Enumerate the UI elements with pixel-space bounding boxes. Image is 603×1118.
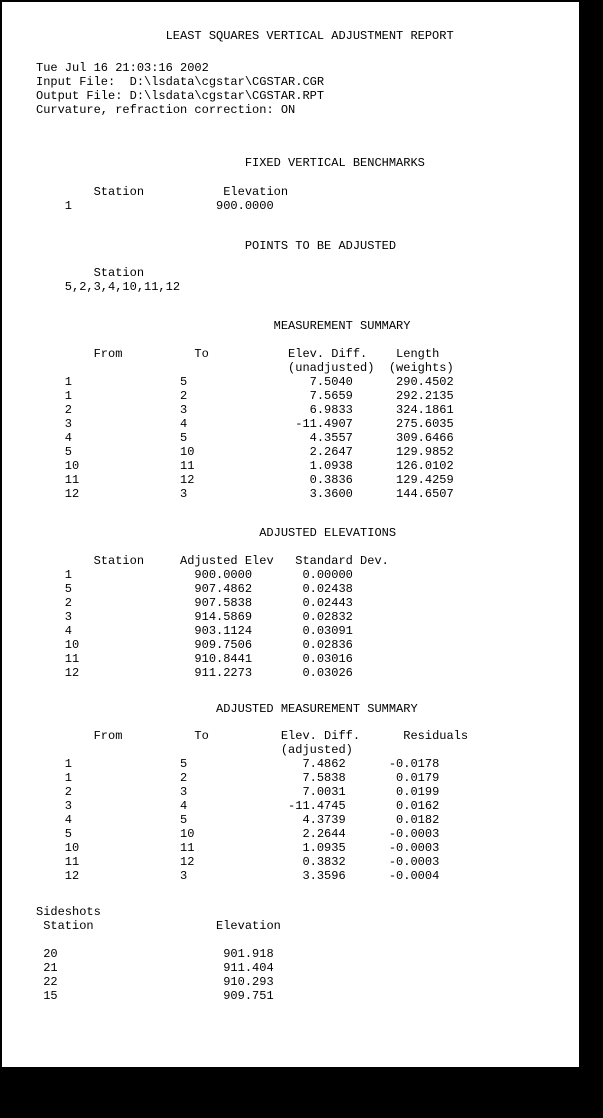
- table-header-row: From To Elev. Diff. Length: [36, 347, 440, 361]
- table-header-row: Station: [36, 266, 145, 280]
- table-row: 12 3 3.3596 -0.0004: [36, 869, 440, 883]
- input-file-path: Input File: D:\lsdata\cgstar\CGSTAR.CGR: [36, 75, 325, 89]
- table-header-row: Station Elevation: [36, 919, 281, 933]
- table-row: 10 11 1.0938 126.0102: [36, 459, 454, 473]
- table-row: 12 911.2273 0.03026: [36, 666, 353, 680]
- table-row: 12 3 3.3600 144.6507: [36, 487, 454, 501]
- fixed-benchmarks-table: [36, 185, 579, 213]
- table-row: 10 11 1.0935 -0.0003: [36, 841, 440, 855]
- section-heading-measurement-summary: MEASUREMENT SUMMARY: [273, 319, 411, 333]
- table-row: 11 12 0.3836 129.4259: [36, 473, 454, 487]
- table-subheader-row: (unadjusted) (weights): [36, 361, 454, 375]
- report-page: [2, 2, 579, 1067]
- table-row: 5,2,3,4,10,11,12: [36, 280, 181, 294]
- adjusted-measurement-summary-table: [36, 729, 579, 883]
- curvature-setting: Curvature, refraction correction: ON: [36, 103, 296, 117]
- section-sideshots: [36, 905, 579, 1003]
- table-row: 1 2 7.5659 292.2135: [36, 389, 454, 403]
- table-row: 2 907.5838 0.02443: [36, 596, 353, 610]
- section-points-to-adjust: [36, 239, 579, 294]
- section-heading-adjusted-measurement-summary: ADJUSTED MEASUREMENT SUMMARY: [216, 702, 418, 716]
- table-row: 4 903.1124 0.03091: [36, 624, 353, 638]
- table-row: 11 12 0.3832 -0.0003: [36, 855, 440, 869]
- table-row: 10 909.7506 0.02836: [36, 638, 353, 652]
- output-file-path: Output File: D:\lsdata\cgstar\CGSTAR.RPT: [36, 89, 325, 103]
- report-header-block: [36, 61, 579, 117]
- table-row: 3 4 -11.4745 0.0162: [36, 799, 440, 813]
- table-row: 3 4 -11.4907 275.6035: [36, 417, 454, 431]
- table-header-row: From To Elev. Diff. Residuals: [36, 729, 469, 743]
- section-heading-adjusted-elevations: ADJUSTED ELEVATIONS: [259, 526, 397, 540]
- section-measurement-summary: [36, 319, 579, 501]
- table-row: 4 5 4.3557 309.6466: [36, 431, 454, 445]
- table-row: 3 914.5869 0.02832: [36, 610, 353, 624]
- measurement-summary-table: [36, 347, 579, 501]
- table-row: 2 3 6.9833 324.1861: [36, 403, 454, 417]
- table-header-row: Station Elevation: [36, 185, 289, 199]
- table-row: 15 909.751: [36, 989, 274, 1003]
- points-to-adjust-table: [36, 266, 579, 294]
- section-adjusted-measurement-summary: [36, 702, 579, 883]
- table-row: 1 900.0000: [36, 199, 274, 213]
- table-row: 2 3 7.0031 0.0199: [36, 785, 440, 799]
- table-row: 4 5 4.3739 0.0182: [36, 813, 440, 827]
- sideshots-label: Sideshots: [36, 905, 101, 919]
- report-title: LEAST SQUARES VERTICAL ADJUSTMENT REPORT: [165, 29, 454, 43]
- table-row: 22 910.293: [36, 975, 274, 989]
- sideshots-table: [36, 919, 579, 1003]
- section-adjusted-elevations: [36, 526, 579, 680]
- table-row: 21 911.404: [36, 961, 274, 975]
- table-header-row: Station Adjusted Elev Standard Dev.: [36, 554, 389, 568]
- table-row: 5 907.4862 0.02438: [36, 582, 353, 596]
- table-row: 20 901.918: [36, 947, 274, 961]
- table-row: 1 5 7.5040 290.4502: [36, 375, 454, 389]
- table-row: 11 910.8441 0.03016: [36, 652, 353, 666]
- table-row: 5 10 2.2647 129.9852: [36, 445, 454, 459]
- section-heading-points-to-adjust: POINTS TO BE ADJUSTED: [244, 239, 397, 253]
- section-fixed-benchmarks: [36, 156, 579, 213]
- table-row: 1 900.0000 0.00000: [36, 568, 353, 582]
- adjusted-elevations-table: [36, 554, 579, 680]
- report-datetime: Tue Jul 16 21:03:16 2002: [36, 61, 209, 75]
- table-subheader-row: (adjusted): [36, 743, 353, 757]
- table-row: 5 10 2.2644 -0.0003: [36, 827, 440, 841]
- table-row: 1 5 7.4862 -0.0178: [36, 757, 440, 771]
- section-heading-fixed-benchmarks: FIXED VERTICAL BENCHMARKS: [244, 156, 425, 170]
- table-row: 1 2 7.5838 0.0179: [36, 771, 440, 785]
